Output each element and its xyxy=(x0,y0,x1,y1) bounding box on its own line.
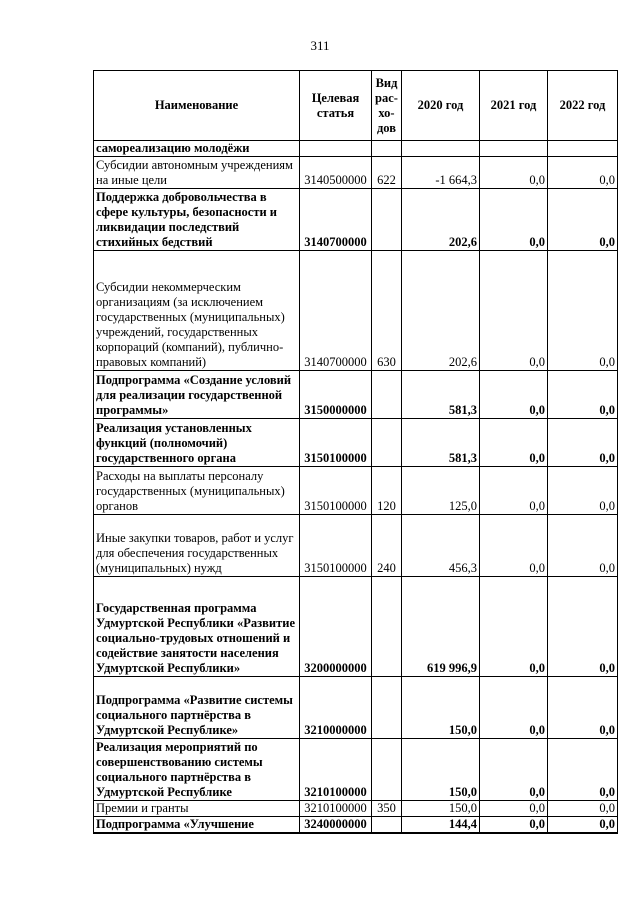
table-row xyxy=(94,467,618,515)
row-kind-cell: 120 xyxy=(372,467,402,515)
row-target-cell: 3150100000 xyxy=(300,515,372,577)
row-2021-cell: 0,0 xyxy=(480,157,548,189)
row-2021-cell: 0,0 xyxy=(480,677,548,739)
row-name-cell: Государственная программа Удмуртской Республики «Развитие социально-трудовых отношений и содействие занятости населения Удмуртской Республики» xyxy=(94,577,300,677)
row-2021-cell: 0,0 xyxy=(480,251,548,371)
row-target-cell: 3150100000 xyxy=(300,419,372,467)
row-2022-cell xyxy=(548,141,618,157)
row-2020-cell: 150,0 xyxy=(402,739,480,801)
row-2021-cell: 0,0 xyxy=(480,467,548,515)
row-target-cell: 3140700000 xyxy=(300,251,372,371)
row-kind-cell xyxy=(372,141,402,157)
row-name-cell: Иные закупки товаров, работ и услуг для обеспечения государственных (муниципальных) нужд xyxy=(94,515,300,577)
table-row xyxy=(94,677,618,739)
row-kind-cell xyxy=(372,577,402,677)
row-2020-cell: 202,6 xyxy=(402,189,480,251)
row-2020-cell: 150,0 xyxy=(402,801,480,817)
table-row xyxy=(94,515,618,577)
row-target-cell: 3210000000 xyxy=(300,677,372,739)
row-2022-cell: 0,0 xyxy=(548,677,618,739)
row-2021-cell: 0,0 xyxy=(480,739,548,801)
row-kind-cell: 622 xyxy=(372,157,402,189)
row-kind-cell xyxy=(372,677,402,739)
row-2020-cell: 581,3 xyxy=(402,419,480,467)
row-2022-cell: 0,0 xyxy=(548,371,618,419)
row-2022-cell: 0,0 xyxy=(548,817,618,834)
row-2022-cell: 0,0 xyxy=(548,251,618,371)
row-2020-cell: 150,0 xyxy=(402,677,480,739)
table-row xyxy=(94,801,618,817)
row-name-cell: Поддержка добровольчества в сфере культуры, безопасности и ликвидации последствий стихийных бедствий xyxy=(94,189,300,251)
row-2021-cell: 0,0 xyxy=(480,189,548,251)
row-name-cell: Реализация мероприятий по совершенствованию системы социального партнёрства в Удмуртской Республике xyxy=(94,739,300,801)
row-name-cell: Подпрограмма «Улучшение xyxy=(94,817,300,834)
row-kind-cell xyxy=(372,817,402,834)
column-header-2022: 2022 год xyxy=(548,71,618,141)
row-2021-cell: 0,0 xyxy=(480,515,548,577)
table-row xyxy=(94,817,618,834)
row-name-cell: самореализацию молодёжи xyxy=(94,141,300,157)
row-2022-cell: 0,0 xyxy=(548,157,618,189)
table-row xyxy=(94,141,618,157)
page-number: 311 xyxy=(310,38,330,53)
row-target-cell: 3150000000 xyxy=(300,371,372,419)
table-row xyxy=(94,577,618,677)
row-2021-cell xyxy=(480,141,548,157)
column-header-2021: 2021 год xyxy=(480,71,548,141)
row-target-cell: 3150100000 xyxy=(300,467,372,515)
row-2022-cell: 0,0 xyxy=(548,189,618,251)
row-name-cell: Реализация установленных функций (полномочий) государственного органа xyxy=(94,419,300,467)
row-name-cell: Подпрограмма «Создание условий для реализации государственной программы» xyxy=(94,371,300,419)
row-2020-cell: 619 996,9 xyxy=(402,577,480,677)
table-body xyxy=(94,141,618,834)
row-2020-cell: 202,6 xyxy=(402,251,480,371)
row-kind-cell xyxy=(372,739,402,801)
budget-table xyxy=(93,70,618,834)
table-row xyxy=(94,157,618,189)
row-name-cell: Субсидии автономным учреждениям на иные цели xyxy=(94,157,300,189)
row-2020-cell: -1 664,3 xyxy=(402,157,480,189)
row-kind-cell: 630 xyxy=(372,251,402,371)
row-name-cell: Расходы на выплаты персоналу государственных (муниципальных) органов xyxy=(94,467,300,515)
row-2022-cell: 0,0 xyxy=(548,419,618,467)
row-2021-cell: 0,0 xyxy=(480,817,548,834)
row-target-cell: 3210100000 xyxy=(300,739,372,801)
row-kind-cell xyxy=(372,419,402,467)
row-2020-cell: 456,3 xyxy=(402,515,480,577)
row-kind-cell: 350 xyxy=(372,801,402,817)
row-name-cell: Подпрограмма «Развитие системы социального партнёрства в Удмуртской Республике» xyxy=(94,677,300,739)
row-2020-cell: 581,3 xyxy=(402,371,480,419)
row-kind-cell xyxy=(372,189,402,251)
row-target-cell: 3240000000 xyxy=(300,817,372,834)
row-kind-cell xyxy=(372,371,402,419)
table-row xyxy=(94,371,618,419)
row-kind-cell: 240 xyxy=(372,515,402,577)
row-2020-cell xyxy=(402,141,480,157)
row-target-cell xyxy=(300,141,372,157)
row-2020-cell: 125,0 xyxy=(402,467,480,515)
column-header-2020: 2020 год xyxy=(402,71,480,141)
table-row xyxy=(94,189,618,251)
table-row xyxy=(94,739,618,801)
row-target-cell: 3140700000 xyxy=(300,189,372,251)
row-target-cell: 3210100000 xyxy=(300,801,372,817)
column-header-target: Целевая статья xyxy=(300,71,372,141)
row-name-cell: Субсидии некоммерческим организациям (за исключением государственных (муниципальных) учреждений, государственных корпораций (компаний), публично-правовых компаний) xyxy=(94,251,300,371)
header-row xyxy=(94,71,618,141)
column-header-kind: Вид рас-хо-дов xyxy=(372,71,402,141)
column-header-name: Наименование xyxy=(94,71,300,141)
row-2022-cell: 0,0 xyxy=(548,467,618,515)
row-2022-cell: 0,0 xyxy=(548,515,618,577)
row-2020-cell: 144,4 xyxy=(402,817,480,834)
row-2021-cell: 0,0 xyxy=(480,577,548,677)
table-row xyxy=(94,251,618,371)
row-2021-cell: 0,0 xyxy=(480,419,548,467)
row-target-cell: 3140500000 xyxy=(300,157,372,189)
row-2022-cell: 0,0 xyxy=(548,801,618,817)
row-name-cell: Премии и гранты xyxy=(94,801,300,817)
row-2022-cell: 0,0 xyxy=(548,739,618,801)
row-2021-cell: 0,0 xyxy=(480,801,548,817)
row-target-cell: 3200000000 xyxy=(300,577,372,677)
row-2021-cell: 0,0 xyxy=(480,371,548,419)
table-row xyxy=(94,419,618,467)
row-2022-cell: 0,0 xyxy=(548,577,618,677)
